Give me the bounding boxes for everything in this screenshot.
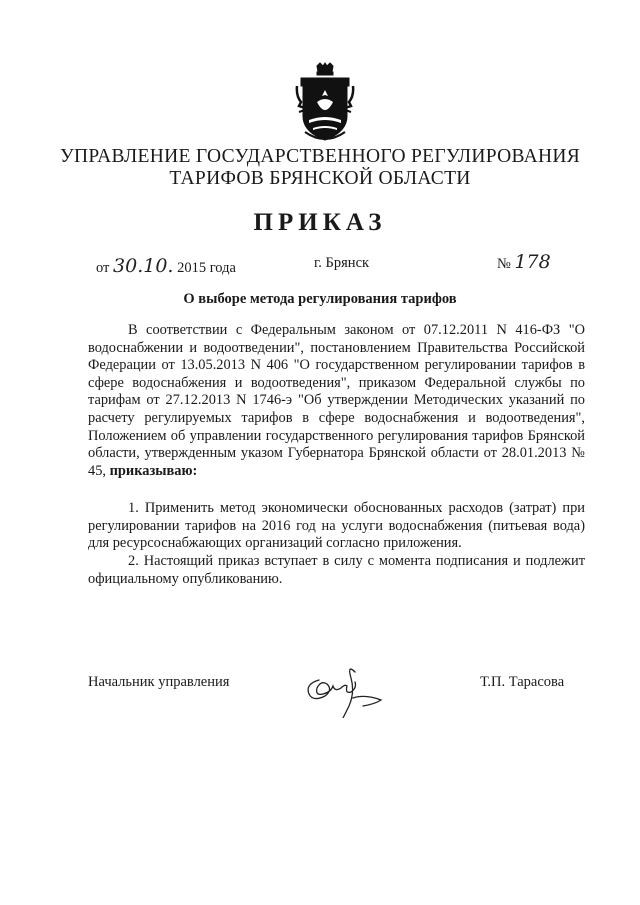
coat-of-arms-icon: [295, 62, 355, 146]
order-number: [497, 251, 551, 273]
date-prefix: от: [96, 260, 110, 276]
preamble-text: В соответствии с Федеральным законом от 07.12.2011 N 416-ФЗ "О водоснабжении и водоотведении", постановлением Правительства Российской Федерации от 13.05.2013 N 406 "О государственном регулировании тарифов в сфере водоснабжения и водоотведения", приказом Федеральной службы по тарифам от 27.12.2013 N 1746-э "Об утверждении Методических указаний по расчету регулируемых тарифов в сфере водоснабжения и водоотведения", Положением об управлении государственного регулирования тарифов Брянской области, утвержденным указом Губернатора Брянской области от 28.01.2013 № 45,: [88, 322, 585, 479]
organization-name-line1: УПРАВЛЕНИЕ ГОСУДАРСТВЕННОГО РЕГУЛИРОВАНИЯ: [59, 146, 581, 167]
signatory-position: Начальник управления: [88, 674, 230, 690]
preamble-paragraph: [88, 322, 585, 480]
organization-name-line2: ТАРИФОВ БРЯНСКОЙ ОБЛАСТИ: [169, 168, 471, 189]
number-prefix: №: [497, 256, 511, 272]
signatory-name: Т.П. Тарасова: [480, 674, 565, 690]
order-item-2-text: 2. Настоящий приказ вступает в силу с момента подписания и подлежит официальному опубликованию.: [88, 553, 585, 587]
date-handwritten: 30.10.: [113, 255, 174, 277]
document-subject: О выборе метода регулирования тарифов: [183, 291, 457, 307]
date-suffix: 2015 года: [177, 260, 236, 276]
order-item-2: [88, 553, 585, 588]
handwritten-signature-icon: [297, 658, 397, 718]
order-item-1-text: 1. Применить метод экономически обоснованных расходов (затрат) при регулировании тарифов на 2016 год на услуги водоснабжения (питьевая вода) для ресурсоснабжающих организаций согласно приложения.: [88, 500, 585, 552]
city: г. Брянск: [314, 255, 370, 271]
number-handwritten: 178: [514, 251, 551, 273]
document-title: ПРИКАЗ: [253, 209, 387, 236]
date-field: [96, 255, 236, 277]
order-word: приказываю:: [109, 462, 198, 479]
order-item-1: [88, 500, 585, 553]
